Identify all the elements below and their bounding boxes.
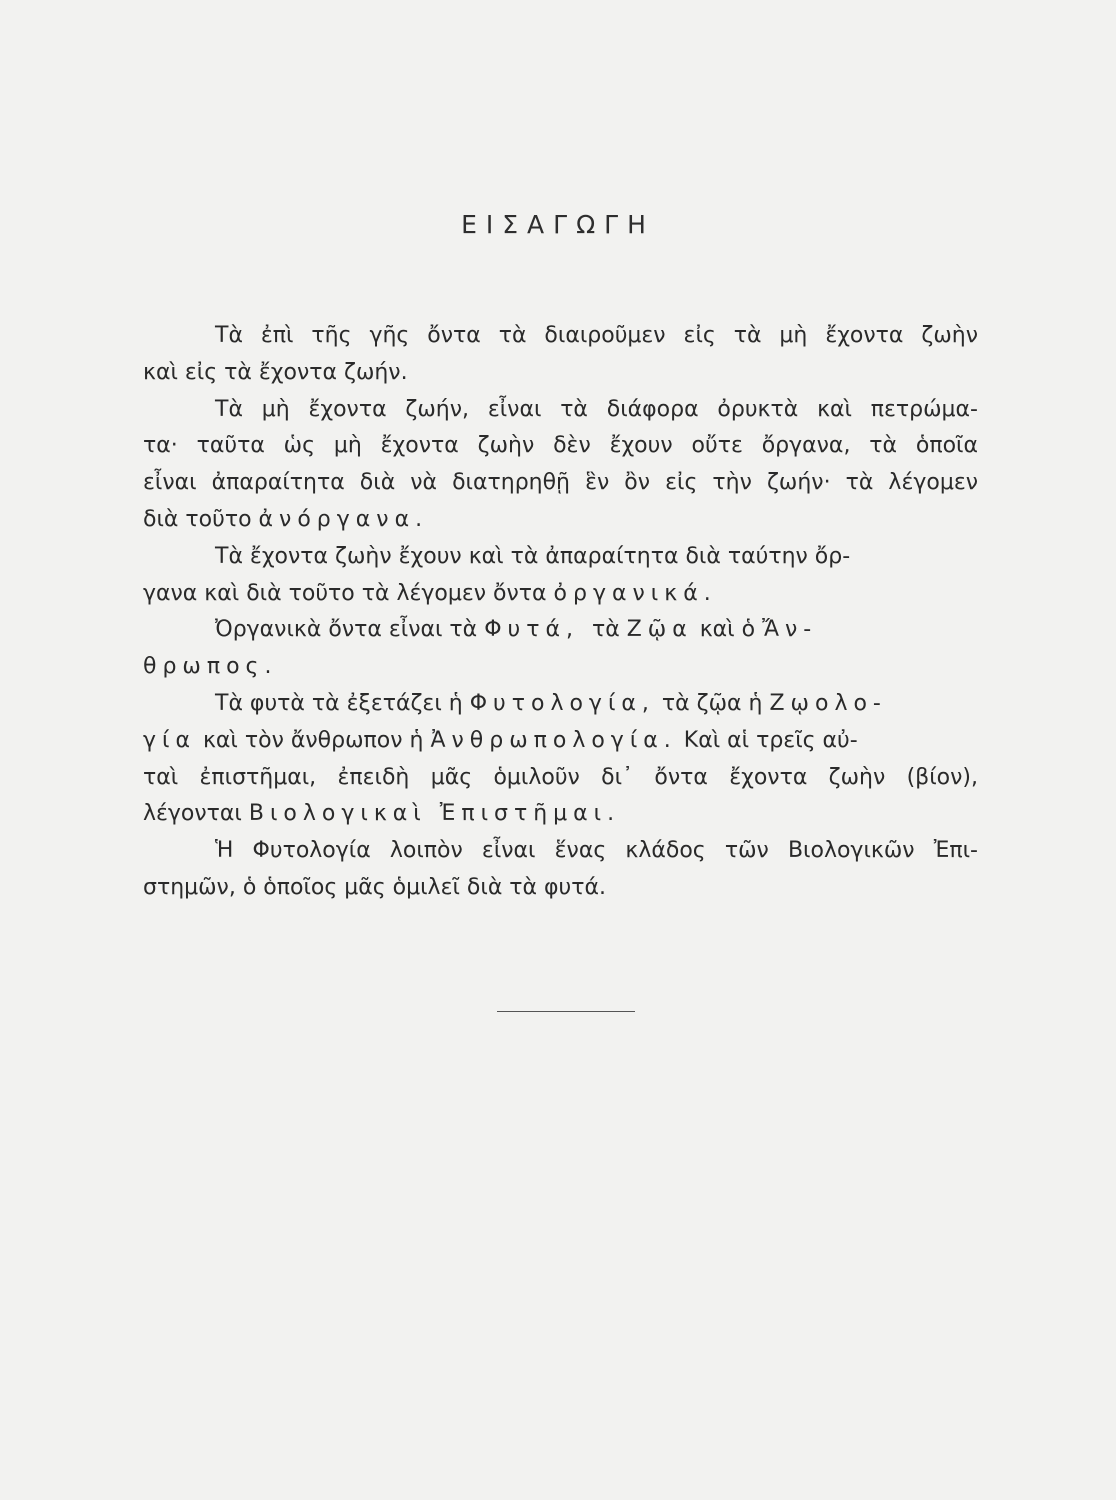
body-text [143,318,978,907]
spaced-term: ὀργανικά. [553,580,717,606]
text-line: στημῶν, ὁ ὁποῖος μᾶς ὁμιλεῖ διὰ τὰ φυτά. [143,874,607,900]
spaced-term: Ἀνθρωπολογία. [430,727,677,753]
text-line: τα· ταῦτα ὡς μὴ ἔχοντα ζωὴν δὲν ἔχουν οὔτε ὄργανα, τὰ ὁποῖα [143,433,978,459]
text-run: γανα καὶ διὰ τοῦτο τὰ λέγομεν ὄντα [143,580,547,606]
spaced-term: θρωπος. [143,654,278,680]
text-run: Τὰ φυτὰ τὰ ἐξετάζει ἡ [215,690,463,716]
text-run: λέγονται [143,801,242,827]
text-line: Τὰ μὴ ἔχοντα ζωήν, εἶναι τὰ διάφορα ὀρυκτὰ καὶ πετρώμα- [215,396,978,422]
spaced-term: Ζῷα [626,617,693,643]
text-line [143,649,978,686]
text-line [143,723,978,760]
text-run: τὰ ζῷα ἡ [661,690,763,716]
spaced-term: ἀνόργανα. [258,506,429,532]
text-line: Ἡ Φυτολογία λοιπὸν εἶναι ἕνας κλάδος τῶν Βιολογικῶν Ἐπι- [215,838,978,864]
text-line [143,576,978,613]
text-line: Τὰ ἐπὶ τῆς γῆς ὄντα τὰ διαιροῦμεν εἰς τὰ μὴ ἔχοντα ζωὴν [215,323,978,348]
text-line [143,502,978,539]
text-line: ταὶ ἐπιστῆμαι, ἐπειδὴ μᾶς ὁμιλοῦν δι᾽ ὄντα ἔχοντα ζωὴν (βίον), [143,764,978,790]
text-line: Τὰ ἔχοντα ζωὴν ἔχουν καὶ τὰ ἀπαραίτητα διὰ ταύτην ὄρ- [215,543,851,569]
text-run: Ὀργανικὰ ὄντα εἶναι τὰ [215,617,478,643]
spaced-term: Βιολογικαὶ Ἐπιστῆμαι. [248,801,621,827]
text-line [143,612,978,649]
text-line: καὶ εἰς τὰ ἔχοντα ζωήν. [143,359,408,385]
text-run: Καὶ αἱ τρεῖς αὐ- [683,727,858,753]
spaced-term: Ἄν- [762,617,818,643]
text-line [143,796,978,833]
spaced-term: γία [143,727,196,753]
text-line: εἶναι ἀπαραίτητα διὰ νὰ διατηρηθῇ ἓν ὂν εἰς τὴν ζωήν· τὰ λέγομεν [143,470,978,496]
section-divider [497,1011,635,1012]
spaced-term: Φυτολογία, [469,690,655,716]
text-line [143,686,978,723]
text-run: τὰ [591,617,620,643]
spaced-term: Φυτά, [484,617,592,643]
text-run: καὶ ὁ [699,617,756,643]
text-run: διὰ τοῦτο [143,506,252,532]
chapter-title: ΕΙΣΑΓΩΓΗ [461,210,655,239]
text-run: καὶ τὸν ἄνθρωπον ἡ [202,727,424,753]
spaced-term: Ζῳολο- [769,690,887,716]
